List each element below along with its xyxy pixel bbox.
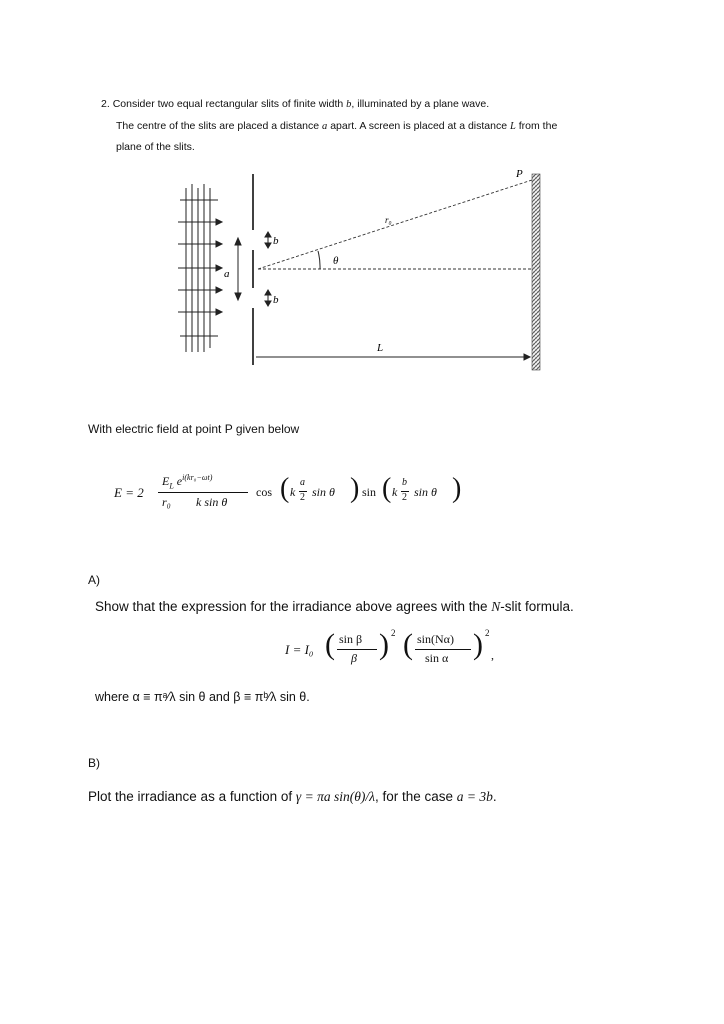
label-theta: θ	[333, 255, 339, 267]
eq-paren-open-2: (	[382, 473, 392, 504]
eq-den-r0: r₀	[162, 495, 171, 509]
question-line1-text-end: , illuminated by a plane wave.	[351, 98, 490, 110]
screen	[532, 174, 540, 370]
double-slit-diagram	[170, 160, 560, 375]
f1-num: sin β	[339, 632, 363, 646]
eq-lhs: E = 2	[114, 485, 144, 500]
f2-paren-open: (	[403, 628, 413, 661]
eq-paren-close-2: )	[452, 473, 462, 504]
eq-num	[162, 473, 212, 490]
f2-bar	[415, 649, 471, 650]
eq-paren-open-1: (	[280, 473, 290, 504]
question-line-1	[101, 97, 489, 112]
eq-arg2-k: k	[392, 485, 398, 499]
var-L: L	[510, 121, 516, 132]
f1-paren-close: )	[379, 628, 389, 661]
part-b-text-case: , for the case	[374, 789, 453, 804]
var-b: b	[346, 99, 352, 110]
var-a: a	[322, 121, 328, 132]
f1-den: β	[351, 651, 357, 665]
question-line-2	[116, 119, 557, 134]
separation-a-arrow	[235, 238, 241, 300]
label-L: L	[377, 342, 384, 354]
label-P: P	[516, 168, 523, 180]
formula-trail: ,	[491, 648, 494, 662]
part-b-text-main: Plot the irradiance as a function of	[88, 789, 293, 804]
question-line1-text: Consider two equal rectangular slits of finite width	[112, 98, 344, 110]
eq-den-ksin: k sin θ	[196, 495, 228, 509]
question-line3-text: plane of the slits.	[116, 141, 195, 153]
part-a-var-N: N	[491, 599, 501, 614]
eq-num-exp: e	[176, 474, 183, 488]
part-a-label: A)	[88, 573, 100, 587]
eq-arg2-sin: sin θ	[414, 485, 437, 499]
field-intro: With electric field at point P given below	[88, 422, 300, 436]
part-a-text-end: -slit formula.	[500, 599, 574, 614]
part-a-text-main: Show that the expression for the irradiance above agrees with the	[95, 599, 488, 614]
eq-sin: sin	[362, 485, 377, 499]
equation-E	[114, 465, 614, 525]
ray-lines	[258, 180, 532, 269]
eq-num-exp-sup: i(kr₀−ωt)	[182, 473, 213, 482]
part-a-text	[95, 599, 574, 615]
part-b-text	[88, 789, 497, 805]
f2-den: sin α	[425, 651, 449, 665]
eq-fraction-bar	[158, 492, 248, 493]
question-line2-text-a: The centre of the slits are placed a distance	[116, 120, 320, 132]
eq-num-EL: E	[162, 474, 170, 488]
eq-arg2-num: b	[402, 477, 407, 488]
f2-paren-close: )	[473, 628, 483, 661]
f1-square: 2	[391, 628, 396, 638]
question-number: 2.	[101, 98, 110, 110]
part-a-where: where α ≡ πᵃ⁄λ sin θ and β ≡ πᵇ⁄λ sin θ.	[95, 690, 310, 704]
eq-paren-close-1: )	[350, 473, 360, 504]
eq-arg2-den: 2	[402, 492, 407, 503]
eq-arg1-sin: sin θ	[312, 485, 335, 499]
plane-wave-grid	[178, 184, 222, 352]
question-line2-text-c: from the	[518, 120, 558, 132]
f1-paren-open: (	[325, 628, 335, 661]
label-b-top: b	[273, 235, 279, 247]
eq-cos: cos	[256, 485, 272, 499]
part-b-label: B)	[88, 756, 100, 770]
label-a: a	[224, 268, 230, 280]
f1-bar	[337, 649, 377, 650]
f2-num: sin(Nα)	[417, 632, 454, 646]
angle-arc	[318, 251, 320, 269]
label-r0: r₀	[385, 215, 392, 225]
question-line-3	[116, 140, 195, 154]
f2-square: 2	[485, 628, 490, 638]
formula-lhs: I = I₀	[285, 642, 314, 657]
eq-arg1-k: k	[290, 485, 296, 499]
part-b-case-expr: a = 3b	[456, 789, 493, 804]
eq-arg1-den: 2	[300, 492, 305, 503]
part-b-gamma: γ = πa sin(θ)/λ	[295, 789, 375, 804]
part-b-trail: .	[492, 789, 497, 804]
irradiance-formula	[285, 628, 605, 678]
question-line2-text-b: apart. A screen is placed at a distance	[330, 120, 508, 132]
eq-arg1-num: a	[300, 477, 305, 488]
distance-L-arrow	[256, 354, 530, 360]
label-b-bottom: b	[273, 294, 279, 306]
eq-num-EL-sub: L	[169, 481, 174, 491]
